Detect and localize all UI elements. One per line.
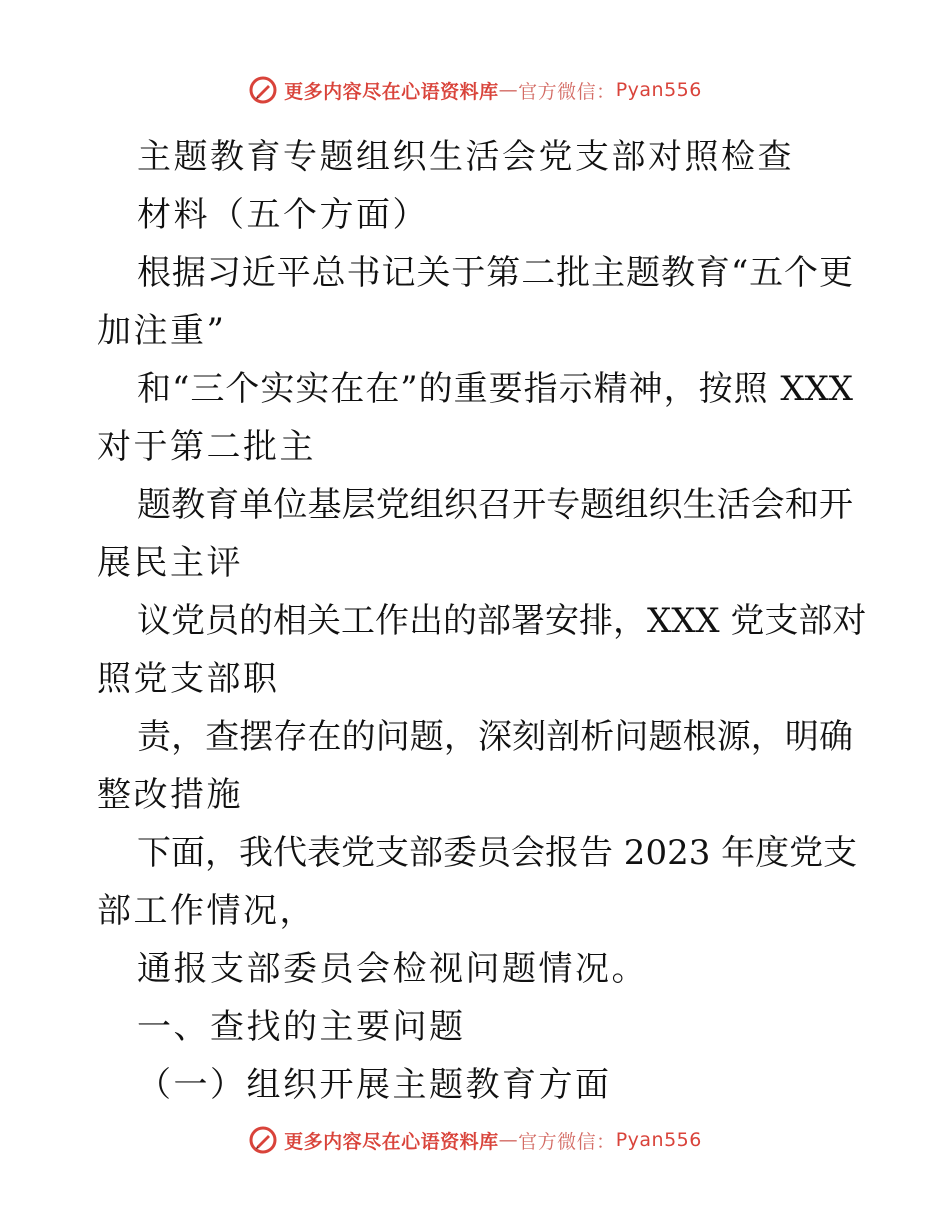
watermark-separator: — <box>498 79 519 101</box>
paragraph-line: 议党员的相关工作出的部署安排，XXX 党支部对 <box>137 601 867 641</box>
pen-logo-icon <box>248 1125 278 1155</box>
section-heading: 一、查找的主要问题 <box>137 1007 466 1047</box>
paragraph-line: 部工作情况， <box>97 891 316 931</box>
watermark-wechat-id: Pyan556 <box>615 79 702 101</box>
watermark-wechat-id: Pyan556 <box>615 1129 702 1151</box>
watermark-separator: — <box>498 1129 519 1151</box>
watermark-sub-text: 官方微信： <box>518 80 616 103</box>
paragraph-line: 对于第二批主 <box>97 427 316 467</box>
header-watermark <box>0 70 950 110</box>
paragraph-line: 根据习近平总书记关于第二批主题教育“五个更 <box>137 253 853 293</box>
paragraph-line: 照党支部职 <box>97 659 280 699</box>
watermark-main-text: 更多内容尽在心语资料库 <box>284 80 499 103</box>
doc-title-line-2: 材料（五个方面） <box>137 195 429 235</box>
footer-watermark <box>0 1120 950 1160</box>
paragraph-line: 通报支部委员会检视问题情况。 <box>137 949 648 989</box>
paragraph-line: 展民主评 <box>97 543 243 583</box>
paragraph-line: 和“三个实实在在”的重要指示精神，按照 XXX <box>137 369 853 409</box>
paragraph-line: 下面，我代表党支部委员会报告 2023 年度党支 <box>137 833 858 873</box>
paragraph-line: 责，查摆存在的问题，深刻剖析问题根源，明确 <box>137 717 853 757</box>
document-body <box>97 128 867 1114</box>
doc-title-line-1: 主题教育专题组织生活会党支部对照检查 <box>137 137 794 177</box>
watermark-sub-text: 官方微信： <box>518 1130 616 1153</box>
watermark-main-text: 更多内容尽在心语资料库 <box>284 1130 499 1153</box>
paragraph-line: 加注重” <box>97 311 227 351</box>
paragraph-line: 整改措施 <box>97 775 243 815</box>
paragraph-line: 题教育单位基层党组织召开专题组织生活会和开 <box>137 485 853 525</box>
subsection-heading: （一）组织开展主题教育方面 <box>137 1065 612 1105</box>
pen-logo-icon <box>248 75 278 105</box>
